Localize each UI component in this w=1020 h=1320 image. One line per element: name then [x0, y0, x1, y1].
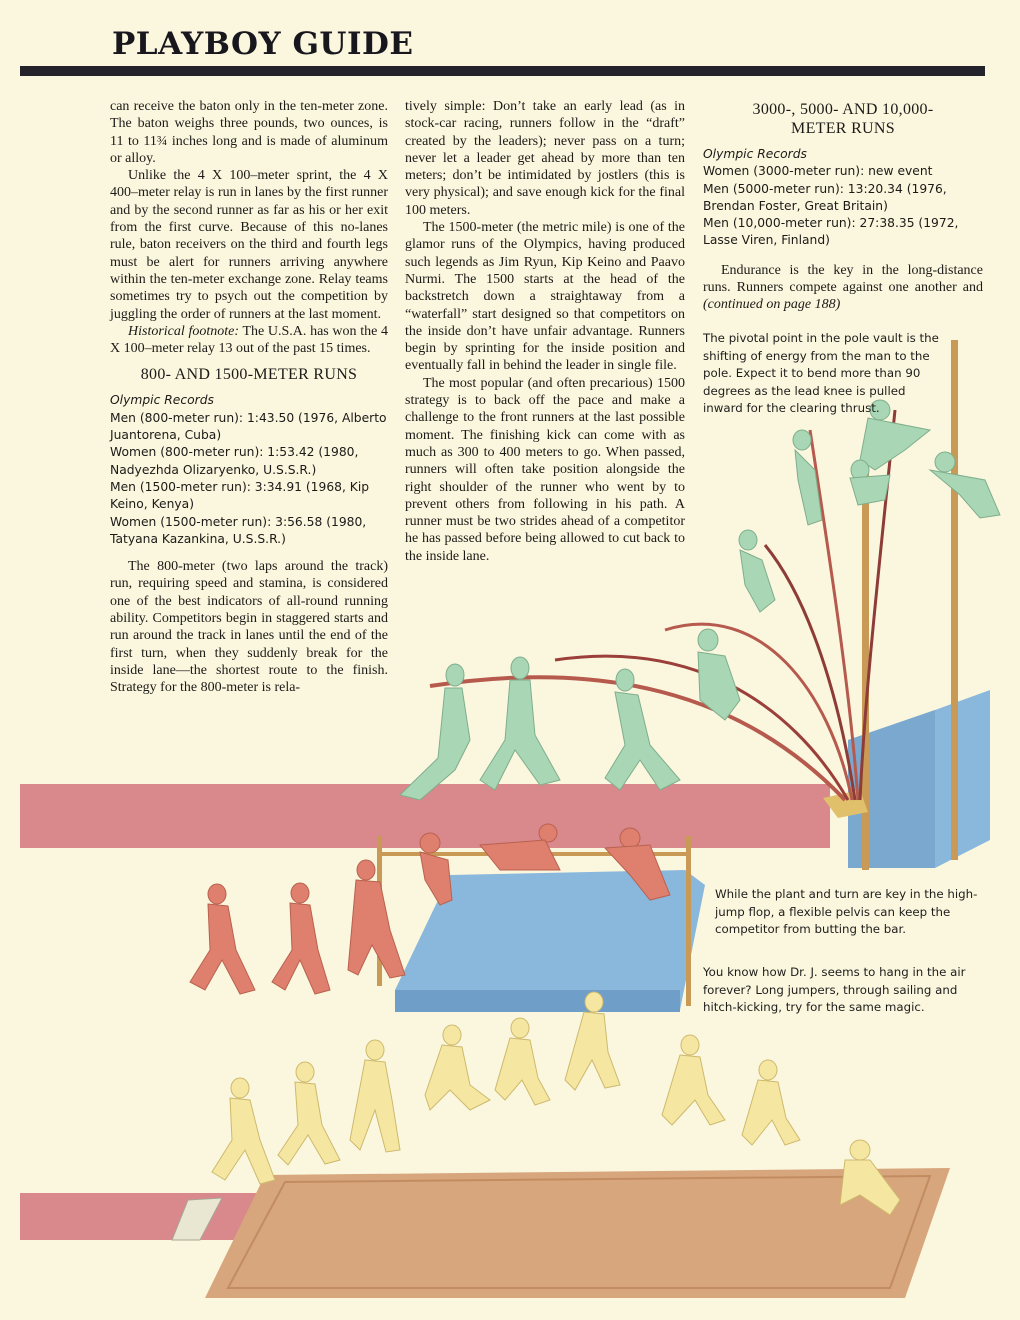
- lower-runway-track: [20, 1193, 265, 1240]
- records-title: Olympic Records: [110, 393, 214, 408]
- caption-long-jump: You know how Dr. J. seems to hang in the air forever? Long jumpers, through sailing and hitch-kicking, try for the same magic.: [703, 965, 966, 1014]
- caption-pole-vault: The pivotal point in the pole vault is the shifting of energy from the man to the pole. Expect it to bend more than 90 degrees as the lead knee is pulled inward for the clearing thrust.: [703, 331, 939, 415]
- records-title: Olympic Records: [703, 147, 807, 161]
- paragraph: can receive the baton only in the ten-meter zone. The baton weighs three pounds, two ounces, is 11 to 11¾ inches long and is made of aluminum or alloy.: [110, 99, 388, 166]
- sand-pit: [205, 1168, 950, 1298]
- text-column-3: [703, 100, 983, 314]
- paragraph-text: Endurance is the key in the long-distance runs. Runners compete against one another and: [703, 262, 983, 296]
- paragraph: The most popular (and often precarious) 1500 strategy is to back off the pace and make a challenge to the front runners at the last possible moment. The finishing kick can come with as much as 300 to 400 meters to go. When passed, runners will often take position alongside the right shoulder of the runner who went by to prevent others from following in his path. A runner must be two strides ahead of a competitor he has passed before being allowed to cut back to the inside lane.: [405, 375, 685, 564]
- footnote-text: The U.S.A. has won the 4 X 100–meter relay 13 out of the past 15 times.: [110, 323, 388, 357]
- olympic-records-long-distance: [703, 146, 983, 250]
- paragraph: [703, 262, 983, 314]
- text-column-2: [405, 98, 685, 565]
- paragraph: [110, 323, 388, 358]
- page-header-title: PLAYBOY GUIDE: [112, 26, 414, 62]
- paragraph: The 800-meter (two laps around the track) run, requiring speed and stamina, is considered one of the best indicators of all-round running ability. Competitors begin in staggered starts and run around the track in lanes until the end of the first turn, when they suddenly break for the inside lane—the shortest route to the finish. Strategy for the 800-meter is rela-: [110, 559, 388, 696]
- caption-high-jump: While the plant and turn are key in the high-jump flop, a flexible pelvis can keep the competitor from butting the bar.: [715, 887, 978, 936]
- footnote-lead: Historical footnote:: [128, 323, 240, 339]
- pole-vault-upright-right: [951, 340, 958, 860]
- high-jump-standard-right: [686, 836, 691, 1006]
- pole-bend-3: [665, 624, 852, 800]
- record-line: Women (800-meter run): 1:53.42 (1980, Nadyezhda Olizaryenko, U.S.S.R.): [110, 445, 359, 477]
- record-line: Women (1500-meter run): 3:56.58 (1980, Tatyana Kazankina, U.S.S.R.): [110, 514, 367, 546]
- text-column-1: [110, 98, 388, 697]
- paragraph: Unlike the 4 X 100–meter sprint, the 4 X 400–meter relay is run in lanes by the first runner and by the second runner as far as his or her exit from the first curve. Because of this no-lanes rule, baton receivers on the third and fourth legs must be alert for runners arriving anywhere within the ten-meter exchange zone. Relay teams sometimes try to psych out the competition by juggling the order of runners at the last moment.: [110, 168, 388, 322]
- record-line: Men (1500-meter run): 3:34.91 (1968, Kip Keino, Kenya): [110, 479, 370, 512]
- record-line: Men (10,000-meter run): 27:38.35 (1972, Lasse Viren, Finland): [703, 216, 959, 248]
- paragraph: The 1500-meter (the metric mile) is one of the glamor runs of the Olympics, having produced such legends as Jim Ryun, Kip Keino and Paavo Nurmi. The 1500 starts at the head of the backstretch down a straightaway from a “waterfall” start designed so that competitors on the inside don’t have unfair advantage. Runners begin by sprinting for the inside position and eventually fall in behind the leader in single file.: [405, 220, 685, 374]
- record-line: Men (5000-meter run): 13:20.34 (1976, Brendan Foster, Great Britain): [703, 181, 947, 213]
- section-heading-line: METER RUNS: [791, 120, 895, 137]
- record-line: Men (800-meter run): 1:43.50 (1976, Alberto Juantorena, Cuba): [110, 410, 387, 443]
- paragraph: tively simple: Don’t take an early lead (as in stock-car racing, runners follow in the “draft” created by the leaders); never pass on a turn; never let a leader get ahead by more than ten meters; don’t be intimidated by jostlers (this is very physical); and save enough kick for the final 100 meters.: [405, 99, 685, 218]
- section-heading-long-distance: [703, 100, 983, 138]
- section-heading-line: 3000-, 5000- AND 10,000-: [752, 101, 934, 118]
- record-line: Women (3000-meter run): new event: [703, 164, 933, 179]
- olympic-records-800-1500: [110, 392, 388, 548]
- section-heading-800-1500: 800- AND 1500-METER RUNS: [140, 366, 358, 384]
- continued-note: (continued on page 188): [703, 297, 841, 313]
